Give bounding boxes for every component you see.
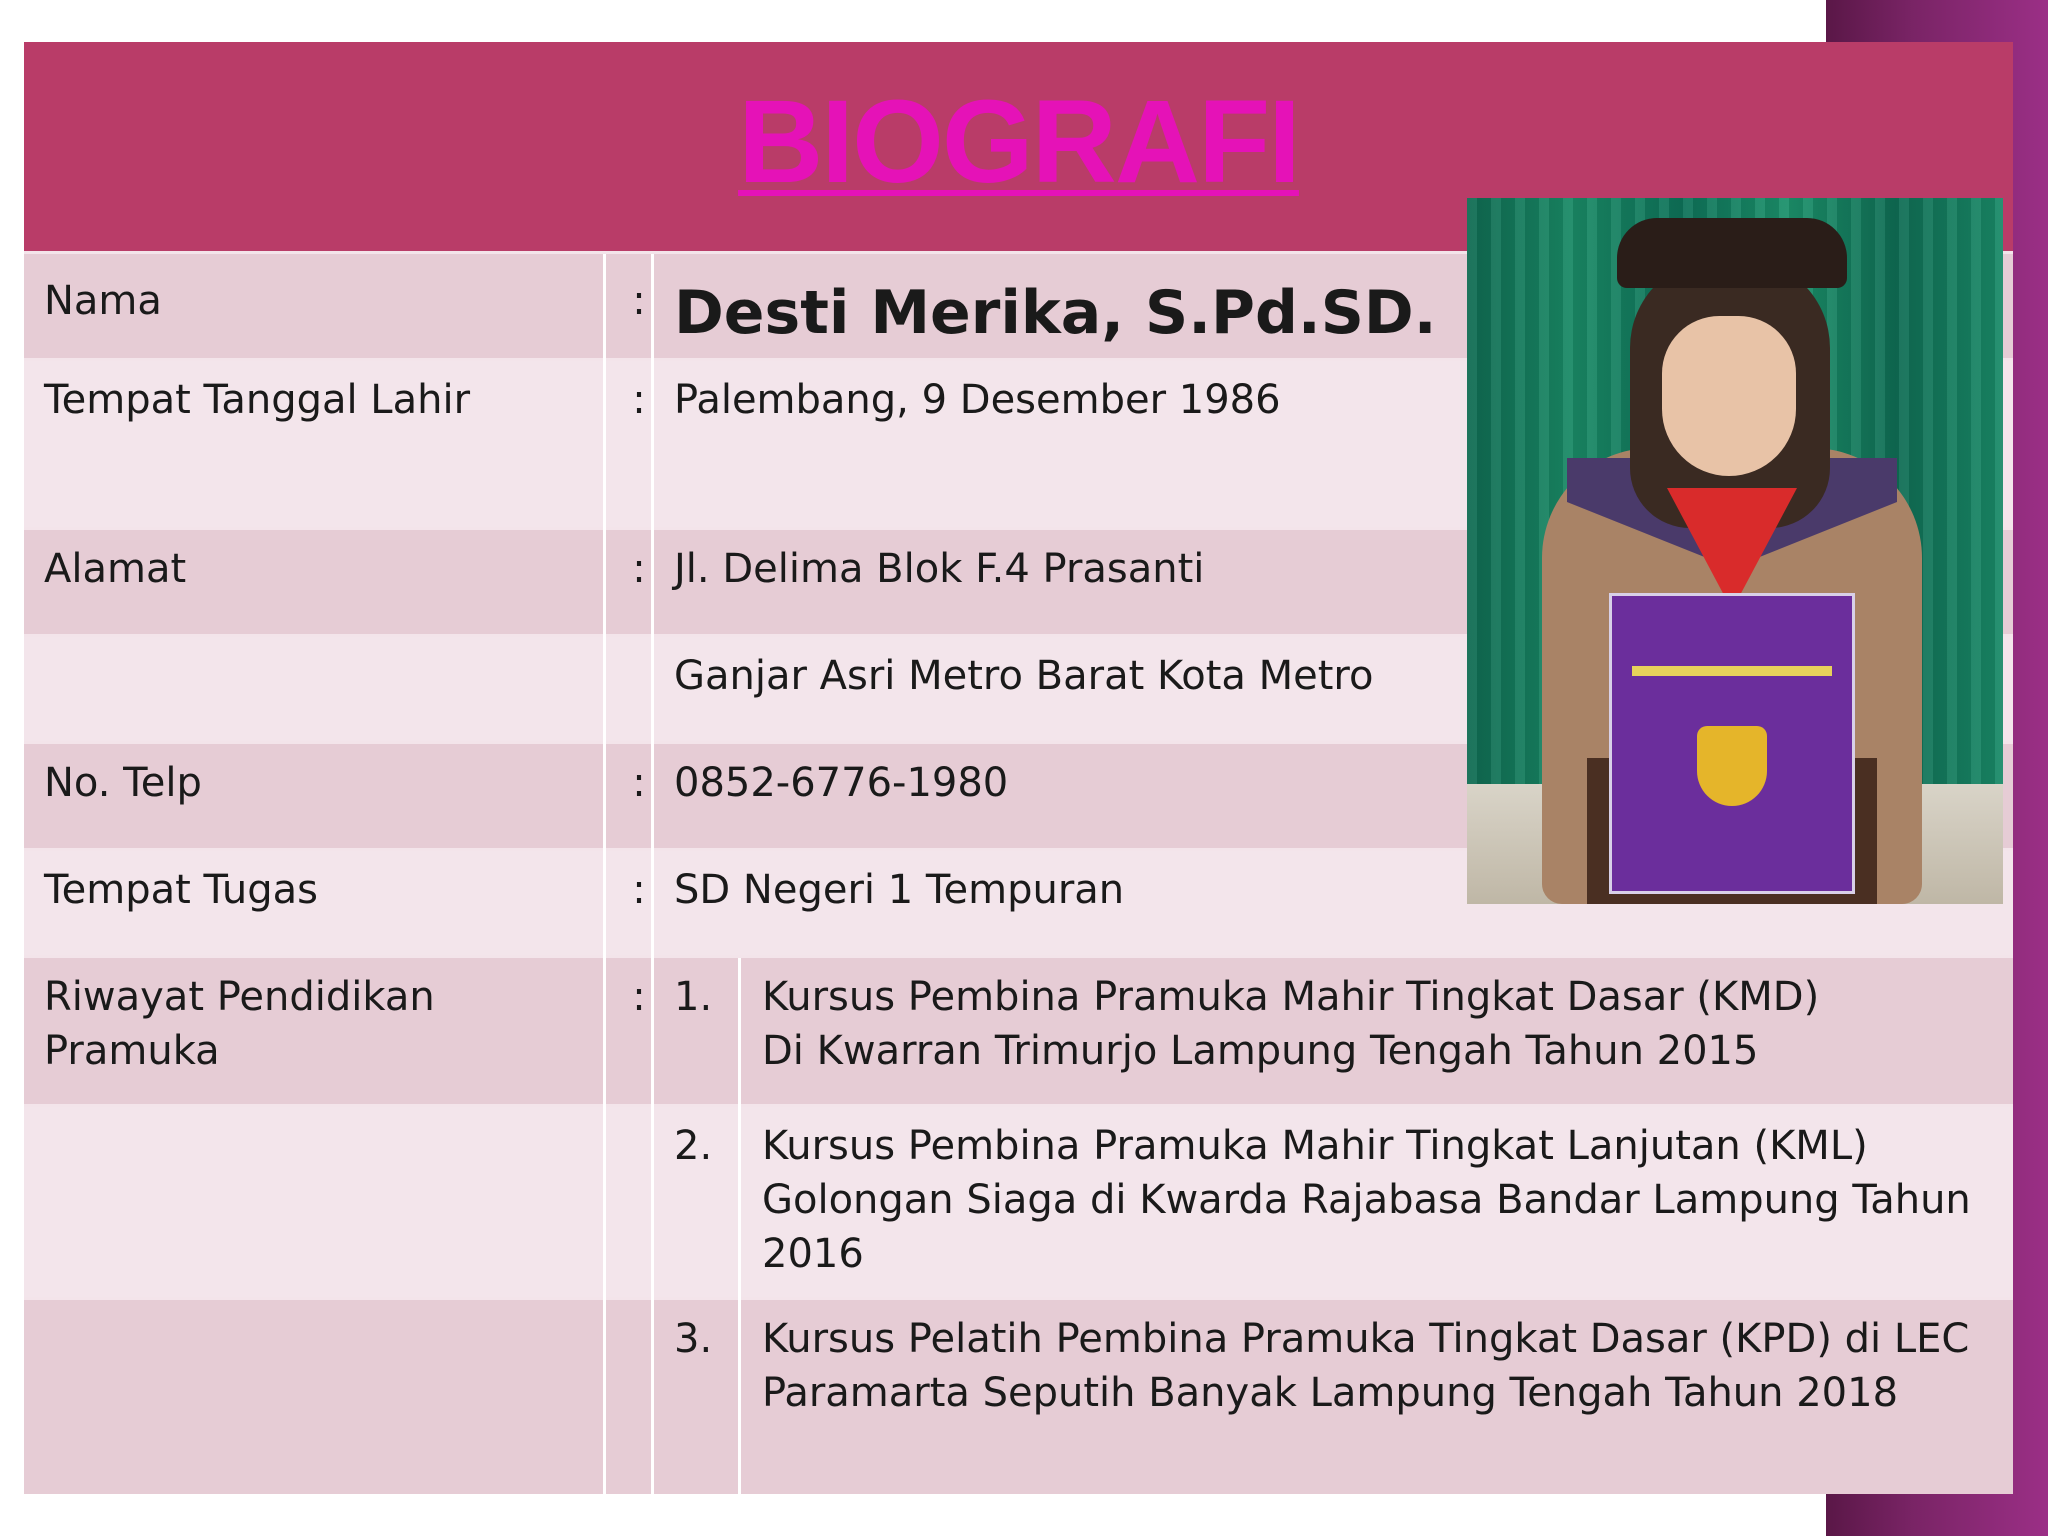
education-item-text-line1: Kursus Pelatih Pembina Pramuka Tingkat Dasar (KPD) di LEC: [762, 1316, 1970, 1362]
bio-colon: :: [632, 867, 646, 913]
bio-value-birth: Palembang, 9 Desember 1986: [674, 377, 1281, 423]
bio-value-address-line1: Jl. Delima Blok F.4 Prasanti: [674, 546, 1205, 592]
bio-colon: :: [632, 760, 646, 806]
profile-photo: [1467, 198, 2003, 904]
bio-colon: :: [632, 974, 646, 1020]
table-divider: [651, 254, 654, 1494]
education-item-text-line1: Kursus Pembina Pramuka Mahir Tingkat Dasar (KMD): [762, 974, 1820, 1020]
slide-title: BIOGRAFI: [738, 76, 1299, 208]
bio-value-workplace: SD Negeri 1 Tempuran: [674, 867, 1125, 913]
photo-person-hat: [1617, 218, 1847, 288]
education-item-text-line2: Golongan Siaga di Kwarda Rajabasa Bandar Lampung Tahun: [762, 1177, 1971, 1223]
education-row-1: [24, 958, 2013, 1104]
photo-person-face: [1662, 316, 1796, 476]
bio-label-phone: No. Telp: [44, 760, 202, 806]
bio-label-workplace: Tempat Tugas: [44, 867, 318, 913]
education-item-text-line2: Paramarta Seputih Banyak Lampung Tengah Tahun 2018: [762, 1370, 1899, 1416]
education-row-2: [24, 1107, 2013, 1297]
table-divider: [603, 254, 606, 1494]
bio-colon: :: [632, 278, 646, 324]
book-emblem-icon: [1697, 726, 1767, 806]
education-label-line2: Pramuka: [44, 1028, 220, 1074]
education-row-3: [24, 1300, 2013, 1494]
education-label-line1: Riwayat Pendidikan: [44, 974, 435, 1020]
bio-value-name: Desti Merika, S.Pd.SD.: [674, 278, 1437, 348]
bio-label-address: Alamat: [44, 546, 187, 592]
bio-colon: :: [632, 377, 646, 423]
education-item-number: 1.: [674, 974, 713, 1020]
photo-certificate-book: [1609, 593, 1855, 894]
book-title-band: [1632, 666, 1832, 676]
slide: [24, 42, 2013, 1494]
education-item-text-line3: 2016: [762, 1231, 864, 1277]
bio-value-address-line2: Ganjar Asri Metro Barat Kota Metro: [674, 653, 1374, 699]
bio-value-phone: 0852-6776-1980: [674, 760, 1009, 806]
bio-label-name: Nama: [44, 278, 162, 324]
education-item-number: 3.: [674, 1316, 713, 1362]
education-item-text-line1: Kursus Pembina Pramuka Mahir Tingkat Lanjutan (KML): [762, 1123, 1868, 1169]
bio-label-birth: Tempat Tanggal Lahir: [44, 377, 471, 423]
education-item-text-line2: Di Kwarran Trimurjo Lampung Tengah Tahun 2015: [762, 1028, 1759, 1074]
table-divider: [738, 958, 741, 1494]
education-item-number: 2.: [674, 1123, 713, 1169]
bio-colon: :: [632, 546, 646, 592]
